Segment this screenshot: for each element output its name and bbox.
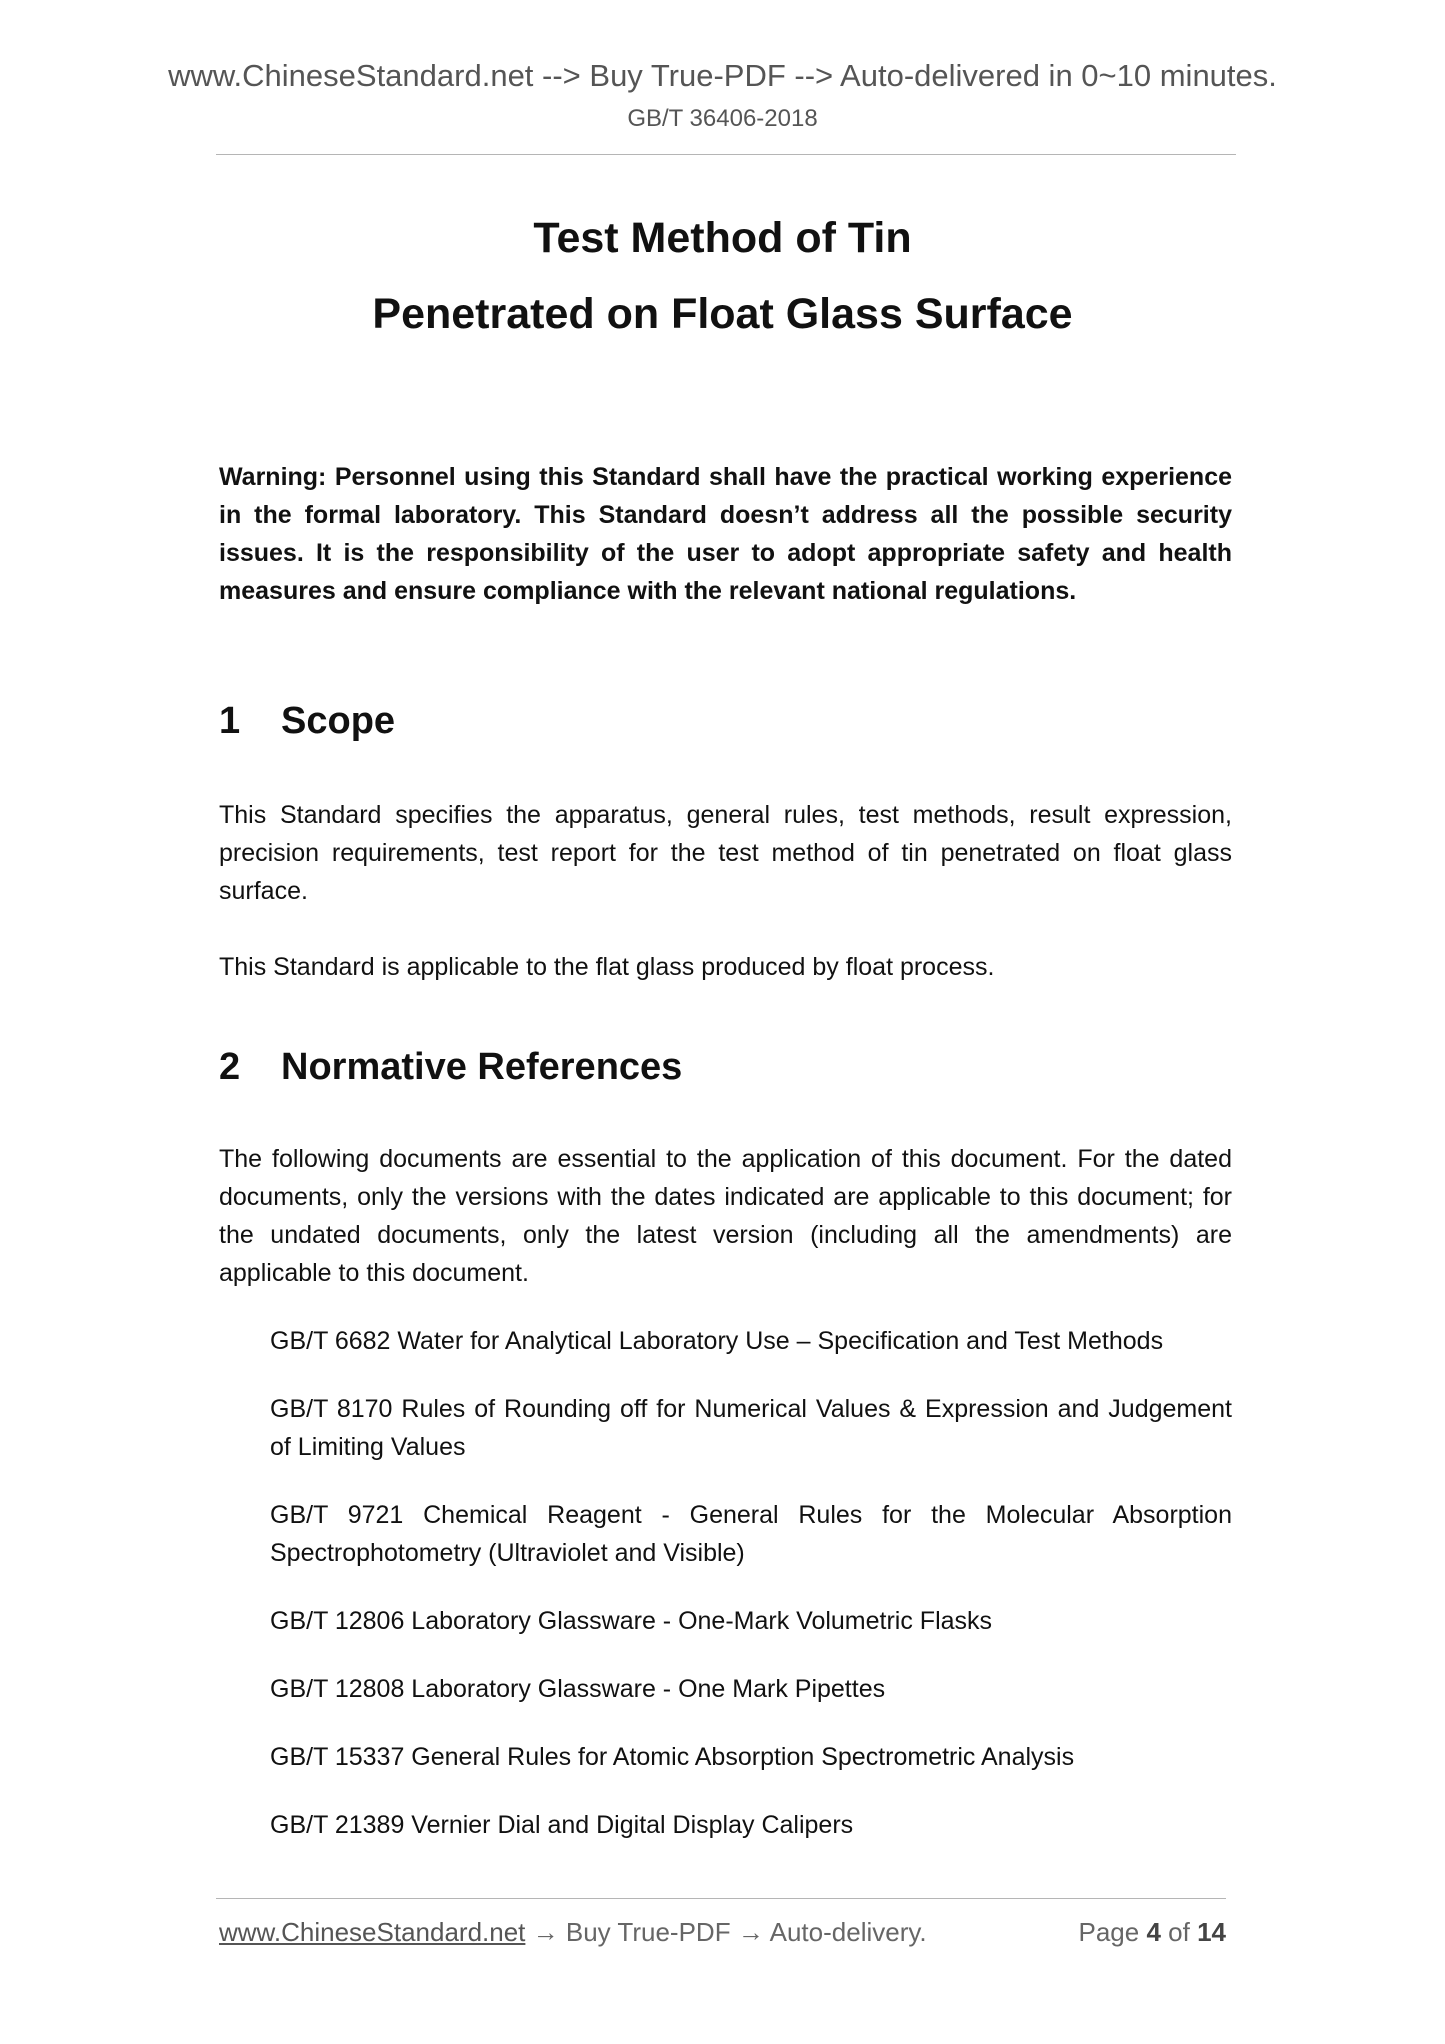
section-heading-normative-references — [219, 1044, 682, 1090]
header-banner: www.ChineseStandard.net --> Buy True-PDF --> Auto-delivered in 0~10 minutes. — [168, 58, 1277, 93]
header-divider — [216, 154, 1236, 155]
footer-delivery-text: Auto-delivery. — [769, 1917, 927, 1947]
scope-paragraph-1: This Standard specifies the apparatus, general rules, test methods, result expression, precision requirements, test report for the test method of tin penetrated on float glass surface. — [219, 801, 1232, 905]
footer-buy-text: Buy True-PDF — [565, 1917, 731, 1947]
page-current: 4 — [1146, 1917, 1161, 1947]
reference-item: GB/T 15337 General Rules for Atomic Absorption Spectrometric Analysis — [270, 1743, 1075, 1771]
arrow-right-icon: → — [532, 1917, 559, 1947]
document-title-line-2: Penetrated on Float Glass Surface — [372, 290, 1073, 338]
section-title: Normative References — [281, 1046, 683, 1088]
reference-item: GB/T 6682 Water for Analytical Laboratory Use – Specification and Test Methods — [270, 1327, 1164, 1355]
section-heading-scope — [219, 698, 395, 744]
page-number — [1078, 1914, 1226, 1950]
section-title: Scope — [281, 700, 396, 742]
page-total: 14 — [1197, 1917, 1226, 1947]
references-intro-paragraph: The following documents are essential to the application of this document. For the dated documents, only the versions with the dates indicated are applicable to this document; for the undated documents, only the latest version (including all the amendments) are applicable to this document. — [219, 1145, 1232, 1287]
arrow-right-icon: → — [737, 1917, 764, 1947]
section-number: 2 — [219, 1046, 241, 1088]
reference-item: GB/T 21389 Vernier Dial and Digital Display Calipers — [270, 1811, 854, 1839]
footer-divider — [216, 1898, 1226, 1899]
document-title-line-1: Test Method of Tin — [533, 214, 912, 262]
footer-website-link[interactable]: www.ChineseStandard.net — [219, 1917, 526, 1947]
scope-paragraph-2: This Standard is applicable to the flat glass produced by float process. — [219, 953, 995, 981]
page-label: Page — [1078, 1917, 1140, 1947]
section-number: 1 — [219, 700, 241, 742]
standard-code: GB/T 36406-2018 — [627, 105, 818, 132]
reference-item: GB/T 9721 Chemical Reagent - General Rules for the Molecular Absorption Spectrophotometry (Ultraviolet and Visible) — [270, 1501, 1232, 1567]
reference-item: GB/T 12806 Laboratory Glassware - One-Mark Volumetric Flasks — [270, 1607, 993, 1635]
reference-item: GB/T 8170 Rules of Rounding off for Numerical Values & Expression and Judgement of Limiting Values — [270, 1395, 1232, 1461]
reference-item: GB/T 12808 Laboratory Glassware - One Mark Pipettes — [270, 1675, 886, 1703]
footer-promo — [219, 1914, 927, 1950]
warning-paragraph: Warning: Personnel using this Standard shall have the practical working experience in the formal laboratory. This Standard doesn’t address all the possible security issues. It is the responsibility of the user to adopt appropriate safety and health measures and ensure compliance with the relevant national regulations. — [219, 463, 1232, 605]
page-of: of — [1168, 1917, 1190, 1947]
